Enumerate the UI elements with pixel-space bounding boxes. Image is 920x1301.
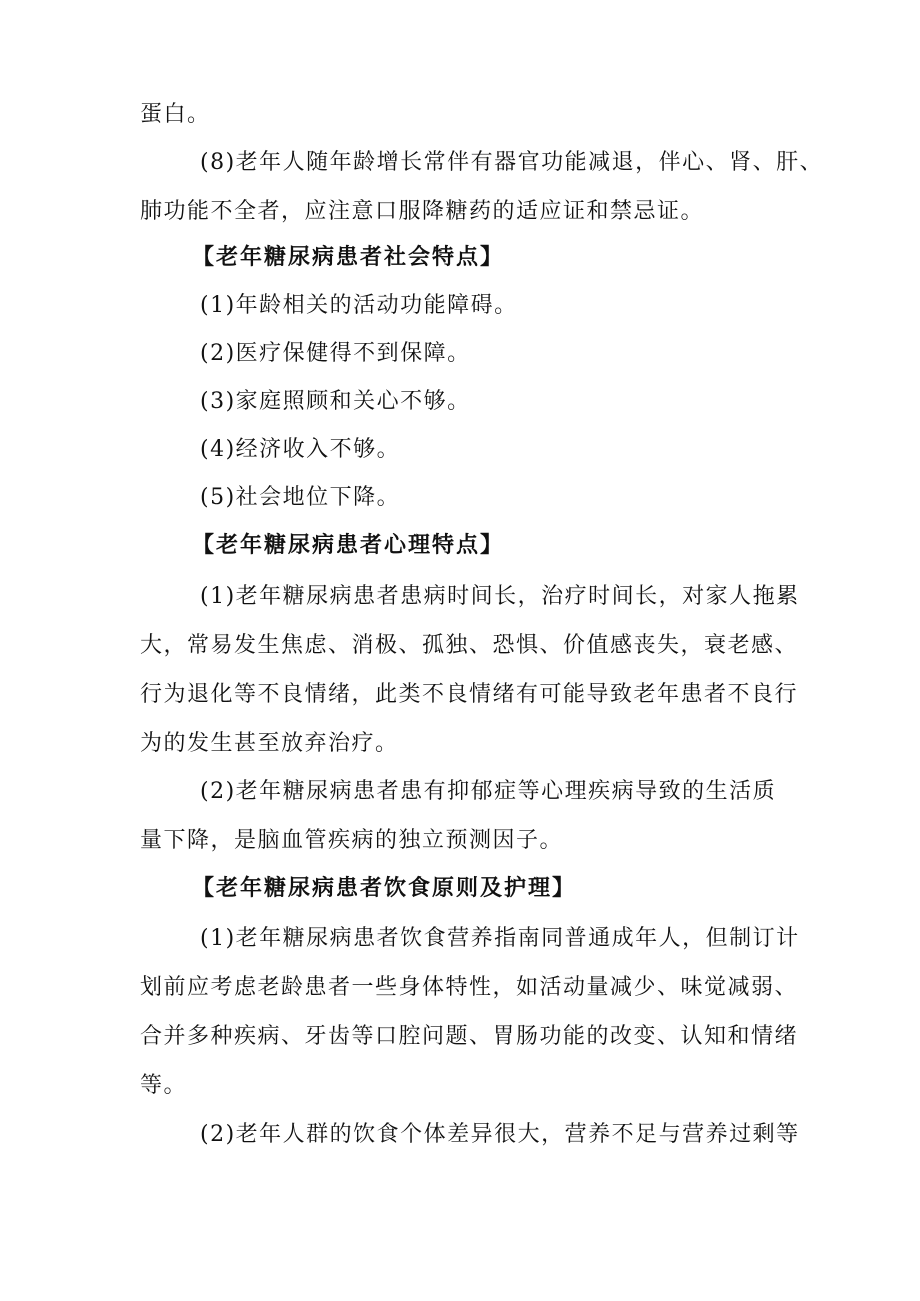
text-line: 合并多种疾病、牙齿等口腔问题、胃肠功能的改变、认知和情绪 — [140, 1024, 799, 1049]
text-line: 肺功能不全者，应注意口服降糖药的适应证和禁忌证。 — [140, 199, 705, 224]
text-line: 行为退化等不良情绪，此类不良情绪有可能导致老年患者不良行 — [140, 682, 799, 707]
section-heading-psych: 【老年糖尿病患者心理特点】 — [192, 533, 505, 558]
text-line: 为的发生甚至放弃治疗。 — [140, 731, 399, 756]
list-item: (4)经济收入不够。 — [200, 437, 401, 462]
text-line: (1)老年糖尿病患者饮食营养指南同普通成年人，但制订计 — [200, 926, 800, 951]
list-item: (2)医疗保健得不到保障。 — [200, 341, 471, 366]
list-item: (3)家庭照顾和关心不够。 — [200, 389, 471, 414]
section-heading-diet: 【老年糖尿病患者饮食原则及护理】 — [192, 876, 577, 901]
text-line: (8)老年人随年龄增长常伴有器官功能减退，伴心、肾、肝、 — [200, 150, 824, 175]
section-heading-social: 【老年糖尿病患者社会特点】 — [192, 245, 505, 270]
text-line: 量下降，是脑血管疾病的独立预测因子。 — [140, 828, 564, 853]
list-item: (5)社会地位下降。 — [200, 485, 401, 510]
text-line: 大，常易发生焦虑、消极、孤独、恐惧、价值感丧失，衰老感、 — [140, 633, 799, 658]
list-item: (1)年龄相关的活动功能障碍。 — [200, 293, 518, 318]
text-line: 等。 — [140, 1073, 188, 1098]
text-line: (2)老年人群的饮食个体差异很大，营养不足与营养过剩等 — [200, 1122, 800, 1147]
text-line: (1)老年糖尿病患者患病时间长，治疗时间长，对家人拖累 — [200, 584, 800, 609]
text-line: 蛋白。 — [140, 102, 211, 127]
text-line: (2)老年糖尿病患者患有抑郁症等心理疾病导致的生活质 — [200, 779, 777, 804]
text-line: 划前应考虑老龄患者一些身体特性，如活动量减少、味觉减弱、 — [140, 975, 799, 1000]
